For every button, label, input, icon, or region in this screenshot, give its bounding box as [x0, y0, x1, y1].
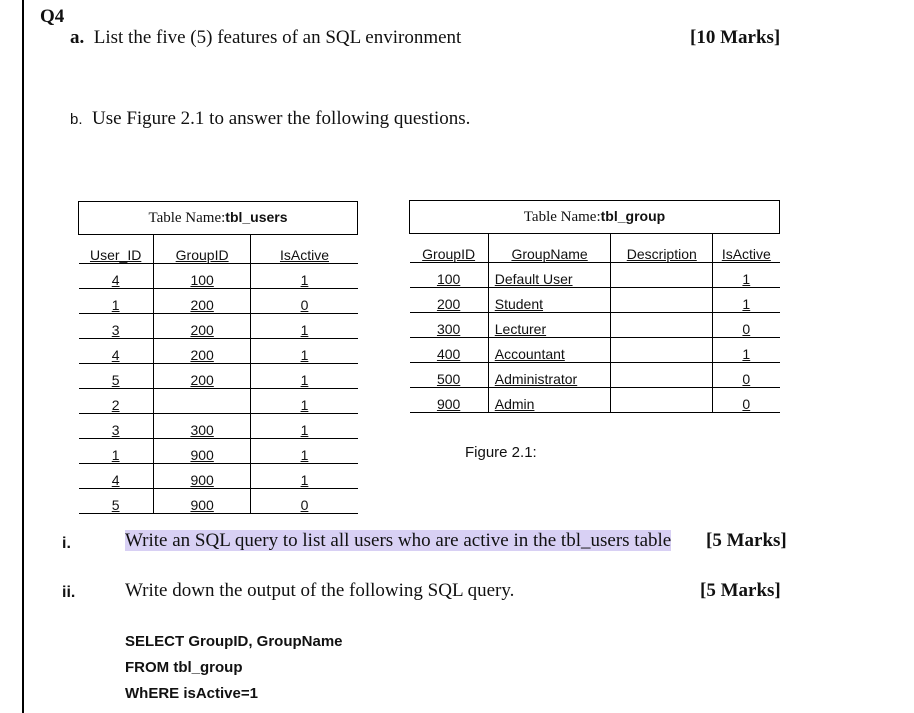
- sub-question-ii-text: Write down the output of the following SQL query.: [125, 580, 515, 601]
- table-cell: 4: [111, 472, 120, 488]
- table-cell: 0: [742, 371, 751, 387]
- table-cell: 3: [111, 422, 120, 438]
- question-number: Q4: [40, 6, 65, 27]
- sql-line-from: FROM tbl_group: [125, 659, 243, 676]
- column-header: Description: [626, 246, 697, 262]
- figure-caption: Figure 2.1:: [465, 444, 537, 461]
- table-cell: 200: [436, 296, 461, 312]
- part-a-text: List the five (5) features of an SQL environment: [93, 27, 462, 48]
- users-table: [78, 201, 358, 514]
- table-cell: 200: [190, 297, 214, 313]
- table-row: [410, 313, 780, 338]
- table-row: [79, 314, 358, 339]
- column-header: GroupID: [175, 247, 229, 263]
- table-row: [79, 389, 358, 414]
- table-cell: Accountant: [494, 346, 565, 362]
- table-cell: 1: [300, 347, 309, 363]
- table-cell: Default User: [494, 271, 573, 287]
- table-cell: 100: [190, 272, 214, 288]
- column-header: GroupID: [422, 246, 476, 262]
- table-cell: 5: [111, 497, 120, 513]
- table-cell: 1: [300, 397, 309, 413]
- table-cell: 1: [300, 272, 309, 288]
- table-cell: 0: [300, 297, 309, 313]
- part-b-text: Use Figure 2.1 to answer the following questions.: [92, 108, 471, 129]
- sub-question-i-numeral: i.: [62, 535, 71, 552]
- sql-line-select: SELECT GroupID, GroupName: [125, 633, 343, 650]
- group-table: [409, 200, 780, 413]
- group-table-title: Table Name:tbl_group: [410, 201, 780, 234]
- table-cell: 0: [742, 396, 751, 412]
- table-row: [79, 464, 358, 489]
- table-cell: 300: [190, 422, 214, 438]
- table-cell: 1: [300, 372, 309, 388]
- table-row: [79, 439, 358, 464]
- table-cell: 4: [111, 347, 120, 363]
- table-row: [79, 289, 358, 314]
- sub-question-ii-numeral: ii.: [62, 584, 76, 601]
- part-a-line: [70, 27, 461, 49]
- table-cell: Lecturer: [494, 321, 547, 337]
- table-row: [410, 388, 780, 413]
- table-cell: 1: [300, 447, 309, 463]
- table-cell: 900: [190, 497, 214, 513]
- column-header: User_ID: [89, 247, 142, 263]
- part-a-letter: a.: [70, 27, 85, 48]
- table-row: [79, 364, 358, 389]
- table-row: [410, 338, 780, 363]
- table-cell: Student: [494, 296, 544, 312]
- table-row: [79, 489, 358, 514]
- part-a-marks: [10 Marks]: [690, 27, 781, 48]
- table-cell: 5: [111, 372, 120, 388]
- table-row: [79, 264, 358, 289]
- sub-question-ii-marks: [5 Marks]: [700, 580, 781, 601]
- table-cell: 300: [436, 321, 461, 337]
- table-row: [410, 363, 780, 388]
- part-b-line: [70, 108, 470, 130]
- column-header: IsActive: [721, 246, 771, 262]
- table-cell: Admin: [494, 396, 535, 412]
- table-row: [410, 288, 780, 313]
- table-cell: 100: [436, 271, 461, 287]
- column-header: IsActive: [279, 247, 329, 263]
- table-cell: 1: [300, 472, 309, 488]
- table-cell: 1: [111, 297, 120, 313]
- table-cell: 4: [111, 272, 120, 288]
- sql-line-where: WhERE isActive=1: [125, 685, 258, 702]
- table-cell: 900: [436, 396, 461, 412]
- sub-question-i-marks: [5 Marks]: [706, 530, 787, 551]
- table-cell: 400: [436, 346, 461, 362]
- part-b-letter: b.: [70, 111, 83, 128]
- table-cell: Administrator: [494, 371, 578, 387]
- table-cell: 900: [190, 472, 214, 488]
- table-header-row: [79, 235, 358, 264]
- table-cell: 500: [436, 371, 461, 387]
- table-cell: 2: [111, 397, 120, 413]
- table-cell: 200: [190, 372, 214, 388]
- users-table-title: Table Name:tbl_users: [79, 202, 358, 235]
- table-header-row: [410, 234, 780, 263]
- table-cell: 0: [742, 321, 751, 337]
- table-cell: 3: [111, 322, 120, 338]
- table-cell: 1: [300, 322, 309, 338]
- table-cell: 200: [190, 322, 214, 338]
- table-cell: 1: [300, 422, 309, 438]
- left-margin-rule: [22, 0, 24, 713]
- table-cell: 1: [111, 447, 120, 463]
- table-cell: 1: [742, 271, 751, 287]
- table-row: [410, 263, 780, 288]
- sub-question-i-text: [125, 530, 671, 552]
- table-cell: 900: [190, 447, 214, 463]
- table-cell: 1: [742, 346, 751, 362]
- table-cell: 1: [742, 296, 751, 312]
- table-row: [79, 339, 358, 364]
- table-cell: 0: [300, 497, 309, 513]
- highlighted-text: Write an SQL query to list all users who are active in the tbl_users table: [125, 530, 672, 551]
- column-header: GroupName: [511, 246, 588, 262]
- table-row: [79, 414, 358, 439]
- table-cell: 200: [190, 347, 214, 363]
